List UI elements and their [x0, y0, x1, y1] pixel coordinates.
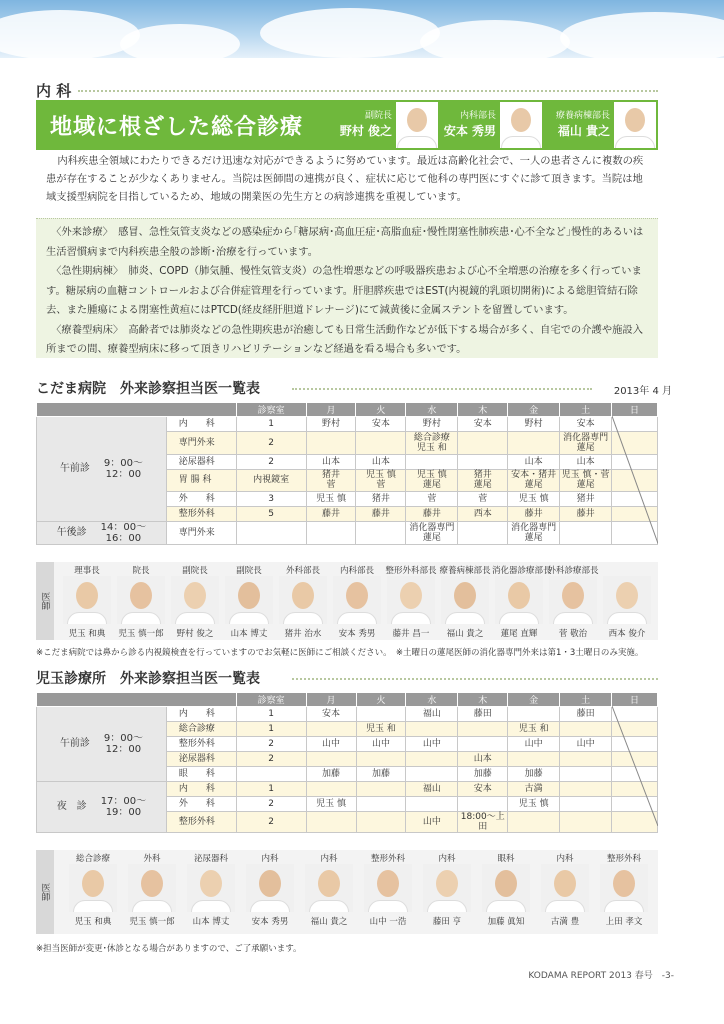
schedule-cell: [458, 454, 508, 469]
doctor-photo: [614, 102, 656, 148]
dept-cell: 整形外科: [166, 737, 236, 752]
room-cell: [236, 767, 306, 782]
schedule-cell: 菅: [458, 492, 508, 507]
doctor-name: 藤田 亨: [432, 917, 462, 927]
doctor-role: 外科診療部長: [547, 566, 599, 576]
dept-cell: 整形外科: [166, 507, 236, 522]
doctor-photo: [396, 102, 438, 148]
doctor-card: [114, 564, 168, 639]
schedule-cell: [458, 797, 508, 812]
title-divider: [292, 678, 658, 680]
dept-cell: 胃 腸 科: [166, 469, 236, 492]
schedule-cell: [306, 432, 356, 455]
schedule-cell: 藤井: [306, 507, 356, 522]
schedule-cell: [560, 722, 612, 737]
schedule-cell: 児玉 和: [356, 722, 406, 737]
schedule-cell: 山本: [508, 454, 560, 469]
sunday-cell: [612, 492, 658, 507]
table-row: [37, 417, 658, 432]
doctor-photo: [171, 576, 219, 624]
schedule-cell: 安本: [458, 417, 508, 432]
kodama-timetable: 診察室 月 火 水 木 金 土 日 午前診 9：00～ 12：00 内 科 1 野村 安本 野村 安本 野村 安本 専門外来 2 総合診療 児玉 和 消化器専門 蓮尾 泌尿器科 2 山本 山本 山本 山本 胃 腸 科 内視鏡室 猪井 菅 児玉 慎 菅 児玉 慎 蓮尾 猪井 蓮尾 安本・猪井 蓮尾 児玉 慎・菅 蓮尾 外 科 3 児玉 慎 猪井 菅 菅 児玉 慎 猪井 整形外科 5 藤井 藤井 藤井 西本 藤井 藤井 午後診 14：00～ 16：00 専門外来 消化器専門 蓮尾 消化器専門 蓮尾: [36, 402, 658, 545]
dept-cell: 専門外来: [166, 432, 236, 455]
doctor-photo: [63, 576, 111, 624]
doctor-photo: [117, 576, 165, 624]
doctor-name: 児玉 和典: [68, 629, 106, 639]
doctor-role: 整形外科: [606, 854, 641, 864]
sunday-cell: [612, 782, 658, 797]
doctor-card: [597, 852, 651, 927]
doctor-photo: [603, 576, 651, 624]
banner-doctor: 内科部長 安本 秀男: [440, 100, 544, 150]
sunday-cell: [612, 812, 658, 833]
schedule-cell: 山本: [560, 454, 612, 469]
session-cell: 午前診 9：00～ 12：00: [37, 417, 167, 522]
doctor-card: [66, 852, 120, 927]
kodama-timetable-title: こだま病院 外来診察担当医一覧表: [36, 381, 260, 397]
schedule-cell: 18:00～上田: [458, 812, 508, 833]
doctor-name: 山中 一浩: [369, 917, 407, 927]
doctor-name: 藤井 昌一: [392, 629, 430, 639]
doctor-card: [384, 564, 438, 639]
doctor-role: 整形外科: [370, 854, 405, 864]
room-cell: [236, 522, 306, 545]
doctor-card: [330, 564, 384, 639]
doctor-name: 山本 博丈: [192, 917, 230, 927]
schedule-cell: 加藤: [508, 767, 560, 782]
doctor-photo: [500, 102, 542, 148]
doctor-photo: [333, 576, 381, 624]
schedule-cell: 菅: [406, 492, 458, 507]
schedule-cell: 児玉 慎 蓮尾: [406, 469, 458, 492]
schedule-cell: 児玉 和: [508, 722, 560, 737]
table-row: [37, 522, 658, 545]
schedule-cell: [458, 522, 508, 545]
schedule-cell: 加藤: [356, 767, 406, 782]
doctor-card: [302, 852, 356, 927]
doctor-name: 山本 博丈: [230, 629, 268, 639]
schedule-cell: [458, 722, 508, 737]
schedule-cell: 藤井: [356, 507, 406, 522]
doctor-role: [600, 564, 654, 576]
schedule-cell: 児玉 慎・菅 蓮尾: [560, 469, 612, 492]
sunday-cell: [612, 507, 658, 522]
room-cell: 内視鏡室: [236, 469, 306, 492]
schedule-cell: 藤井: [508, 507, 560, 522]
schedule-cell: 野村: [306, 417, 356, 432]
department-banner: [36, 100, 658, 150]
schedule-cell: 児玉 慎: [508, 492, 560, 507]
doctor-photo: [549, 576, 597, 624]
room-cell: 2: [236, 737, 306, 752]
schedule-cell: 山中: [560, 737, 612, 752]
doctor-photo: [441, 576, 489, 624]
doctor-card: [538, 852, 592, 927]
schedule-cell: [458, 432, 508, 455]
doctor-role: 内科部長: [339, 566, 374, 576]
dept-cell: 泌尿器科: [166, 752, 236, 767]
schedule-cell: 児玉 慎: [306, 797, 356, 812]
schedule-cell: 総合診療 児玉 和: [406, 432, 458, 455]
dept-cell: 外 科: [166, 797, 236, 812]
schedule-cell: [406, 767, 458, 782]
schedule-cell: [560, 812, 612, 833]
doctor-role: 総合診療: [75, 854, 110, 864]
doctor-name: 安本 秀男: [251, 917, 289, 927]
doctor-card: [361, 852, 415, 927]
schedule-cell: [356, 782, 406, 797]
doctor-name: 福山 貴之: [310, 917, 348, 927]
doctor-card: [492, 564, 552, 639]
doctor-name: 福山 貴之: [446, 629, 484, 639]
schedule-cell: 山本: [306, 454, 356, 469]
schedule-cell: 猪井 蓮尾: [458, 469, 508, 492]
schedule-cell: [406, 752, 458, 767]
doctor-role: 内科: [261, 854, 279, 864]
detail-text: 〈外来診療〉 感冒、急性気管支炎などの感染症から｢糖尿病･高血圧症･高脂血症･慢性閉塞性肺疾患･心不全など｣慢性的あるいは生活習慣病まで内科疾患全般の診断･治療を行っています。 〈急性期病棟〉 肺炎、COPD（肺気腫、慢性気管支炎）の急性増悪などの呼吸器疾患および心不全増悪の治療を多く行っています。糖尿病の血糖コントロールおよび合併症管理を行っています。肝胆膵疾患ではEST(内視鏡的乳頭切開術)による総胆管結石除去、また腫瘍による閉塞性黄疸にはPTCD(経皮経肝胆道ドレナージ)にて減黄後に金属ステントを留置しています。 〈療養型病床〉 高齢者では肺炎などの急性期疾患が治癒しても日常生活動作などが低下する場合が多く、自宅での介護や施設入所までの間、療養型病床に移って頂きリハビリテーションなど経過を看る場合も多いです。: [36, 218, 658, 358]
dept-cell: 外 科: [166, 492, 236, 507]
dept-cell: 内 科: [166, 707, 236, 722]
schedule-cell: [356, 707, 406, 722]
schedule-cell: [560, 752, 612, 767]
doctor-role: 消化器診療部長: [492, 566, 552, 576]
schedule-cell: 福山: [406, 782, 458, 797]
schedule-cell: [356, 797, 406, 812]
sunday-cell: [612, 737, 658, 752]
schedule-cell: [406, 454, 458, 469]
sunday-cell: [612, 797, 658, 812]
doctor-photo: [600, 864, 648, 912]
doctor-card: [600, 564, 654, 639]
doctor-role: 副院長: [182, 566, 208, 576]
doctor-card: [546, 564, 600, 639]
schedule-cell: 野村: [508, 417, 560, 432]
session-cell: 午前診 9：00～ 12：00: [37, 707, 167, 782]
schedule-cell: [356, 522, 406, 545]
doctor-photo: [364, 864, 412, 912]
doctor-card: [125, 852, 179, 927]
schedule-cell: 猪井: [560, 492, 612, 507]
doctor-card: [438, 564, 492, 639]
schedule-cell: [406, 797, 458, 812]
session-cell: 午後診 14：00～ 16：00: [37, 522, 167, 545]
doctor-name: 蓮尾 直輝: [500, 629, 538, 639]
doctor-name: 加藤 眞知: [487, 917, 525, 927]
doctor-photo: [187, 864, 235, 912]
schedule-cell: 猪井: [356, 492, 406, 507]
strip-label: 医師: [36, 850, 54, 934]
schedule-cell: 福山: [406, 707, 458, 722]
sunday-cell: [612, 432, 658, 455]
doctor-role: 内科: [556, 854, 574, 864]
doctor-role: 療養病棟部長: [439, 566, 491, 576]
room-cell: 1: [236, 707, 306, 722]
sunday-cell: [612, 522, 658, 545]
sunday-cell: [612, 417, 658, 432]
schedule-cell: 消化器専門 蓮尾: [508, 522, 560, 545]
schedule-cell: 猪井 菅: [306, 469, 356, 492]
dept-cell: 眼 科: [166, 767, 236, 782]
doctor-name: 古満 豊: [550, 917, 580, 927]
clinic-note: ※担当医師が変更･休診となる場合がありますので、ご了承願います。: [36, 944, 302, 954]
schedule-cell: [560, 797, 612, 812]
doctor-name: 児玉 和典: [74, 917, 112, 927]
intro-text: 内科疾患全領域にわたりできるだけ迅速な対応ができるように努めています。最近は高齢化社会で、一人の患者さんに複数の疾患が存在することが少なくありません。当院は医師間の連携が良く、症状に応じて他科の専門医にすぐに診て頂きます。当院は地域支援型病院を目指しているため、地域の開業医の先生方との病診連携を重視しています。: [36, 150, 658, 206]
room-cell: 2: [236, 432, 306, 455]
doctor-role: 理事長: [74, 566, 100, 576]
schedule-cell: [306, 752, 356, 767]
schedule-cell: [508, 432, 560, 455]
schedule-cell: 安本: [306, 707, 356, 722]
clinic-timetable-title: 児玉診療所 外来診察担当医一覧表: [36, 671, 260, 687]
doctor-role: 副院長: [236, 566, 262, 576]
schedule-cell: 山中: [406, 737, 458, 752]
doctor-photo: [387, 576, 435, 624]
doctor-photo: [225, 576, 273, 624]
schedule-cell: [508, 707, 560, 722]
schedule-cell: 消化器専門 蓮尾: [560, 432, 612, 455]
schedule-cell: 加藤: [306, 767, 356, 782]
dept-cell: 総合診療: [166, 722, 236, 737]
banner-doctor: 療養病棟部長 福山 貴之: [544, 100, 658, 150]
schedule-cell: [356, 812, 406, 833]
sunday-cell: [612, 469, 658, 492]
doctor-card: [479, 852, 533, 927]
schedule-cell: 安本: [356, 417, 406, 432]
doctor-photo: [495, 576, 543, 624]
schedule-cell: 児玉 慎 菅: [356, 469, 406, 492]
schedule-cell: 山中: [306, 737, 356, 752]
doctor-photo: [69, 864, 117, 912]
schedule-cell: 藤田: [560, 707, 612, 722]
sunday-cell: [612, 707, 658, 722]
doctor-photo: [246, 864, 294, 912]
schedule-cell: 藤井: [406, 507, 458, 522]
room-cell: 1: [236, 782, 306, 797]
schedule-cell: [560, 782, 612, 797]
room-cell: 5: [236, 507, 306, 522]
schedule-cell: 安本: [560, 417, 612, 432]
doctor-card: [184, 852, 238, 927]
schedule-cell: 安本・猪井 蓮尾: [508, 469, 560, 492]
room-cell: 2: [236, 797, 306, 812]
room-cell: 1: [236, 722, 306, 737]
doctor-card: [168, 564, 222, 639]
banner-doctor: 副院長 野村 俊之: [330, 100, 440, 150]
dept-cell: 専門外来: [166, 522, 236, 545]
doctor-photo: [423, 864, 471, 912]
schedule-cell: [306, 722, 356, 737]
schedule-cell: [560, 767, 612, 782]
doctor-photo: [305, 864, 353, 912]
strip-label: 医師: [36, 562, 54, 640]
doctor-photo: [279, 576, 327, 624]
section-label: 内 科: [36, 82, 72, 100]
doctor-name: 野村 俊之: [176, 629, 214, 639]
timetable-date: 2013年 4 月: [613, 386, 672, 397]
doctor-role: 外科: [143, 854, 161, 864]
kodama-doctors-strip: [36, 562, 658, 640]
schedule-cell: 安本: [458, 782, 508, 797]
schedule-cell: 山中: [356, 737, 406, 752]
schedule-cell: [560, 522, 612, 545]
doctor-card: [276, 564, 330, 639]
session-cell: 夜 診 17：00～ 19：00: [37, 782, 167, 833]
doctor-role: 内科: [438, 854, 456, 864]
table-row: [37, 782, 658, 797]
sky-header-image: [0, 0, 724, 58]
doctor-name: 上田 孝文: [605, 917, 643, 927]
banner-title: 地域に根ざした総合診療: [50, 115, 304, 140]
section-divider: [78, 90, 658, 92]
schedule-cell: 山本: [458, 752, 508, 767]
title-divider: [292, 388, 592, 390]
doctor-name: 猪井 治水: [284, 629, 322, 639]
doctor-name: 菅 敬治: [558, 629, 588, 639]
schedule-cell: 山中: [406, 812, 458, 833]
sunday-cell: [612, 752, 658, 767]
room-cell: 3: [236, 492, 306, 507]
schedule-cell: 児玉 慎: [508, 797, 560, 812]
doctor-photo: [128, 864, 176, 912]
schedule-cell: 野村: [406, 417, 458, 432]
schedule-cell: 山中: [508, 737, 560, 752]
schedule-cell: [406, 722, 458, 737]
doctor-role: 内科: [320, 854, 338, 864]
doctor-role: 外科部長: [285, 566, 320, 576]
sunday-cell: [612, 454, 658, 469]
kodama-note: ※こだま病院では鼻から診る内視鏡検査を行っていますのでお気軽に医師にご相談ください。 ※土曜日の蓮尾医師の消化器専門外来は第1・3土曜日のみ実施。: [36, 648, 644, 658]
room-cell: 1: [236, 417, 306, 432]
clinic-timetable: 診察室 月 火 水 木 金 土 日 午前診 9：00～ 12：00 内 科 1 安本 福山 藤田 藤田 総合診療 1 児玉 和 児玉 和 整形外科 2 山中 山中 山中 山中 山中 泌尿器科 2 山本 眼 科 加藤 加藤 加藤 加藤 夜 診 17：00～ 19：00 内 科 1 福山 安本 古満 外 科 2 児玉 慎 児玉 慎 整形外科 2 山中 18:00～上田: [36, 692, 658, 833]
doctor-role: 整形外科部長: [385, 566, 437, 576]
doctor-role: 泌尿器科: [193, 854, 228, 864]
schedule-cell: [356, 432, 406, 455]
doctor-card: [243, 852, 297, 927]
doctor-card: [60, 564, 114, 639]
schedule-cell: 消化器専門 蓮尾: [406, 522, 458, 545]
schedule-cell: [306, 782, 356, 797]
schedule-cell: [356, 752, 406, 767]
schedule-cell: [508, 812, 560, 833]
schedule-cell: 山本: [356, 454, 406, 469]
schedule-cell: [458, 737, 508, 752]
page-footer: KODAMA REPORT 2013 春号 -3-: [528, 971, 674, 981]
doctor-name: 西本 俊介: [608, 629, 646, 639]
doctor-name: 児玉 慎一郎: [118, 629, 164, 639]
schedule-cell: [306, 812, 356, 833]
schedule-cell: 藤井: [560, 507, 612, 522]
doctor-photo: [541, 864, 589, 912]
dept-cell: 整形外科: [166, 812, 236, 833]
sunday-cell: [612, 767, 658, 782]
dept-cell: 内 科: [166, 417, 236, 432]
schedule-cell: [306, 522, 356, 545]
schedule-cell: 古満: [508, 782, 560, 797]
doctor-name: 安本 秀男: [338, 629, 376, 639]
table-row: [37, 707, 658, 722]
doctor-role: 院長: [132, 566, 150, 576]
room-cell: 2: [236, 752, 306, 767]
schedule-cell: 西本: [458, 507, 508, 522]
doctor-photo: [482, 864, 530, 912]
room-cell: 2: [236, 812, 306, 833]
dept-cell: 泌尿器科: [166, 454, 236, 469]
doctor-name: 児玉 慎一郎: [129, 917, 175, 927]
schedule-cell: 藤田: [458, 707, 508, 722]
clinic-doctors-strip: [36, 850, 658, 934]
dept-cell: 内 科: [166, 782, 236, 797]
sunday-cell: [612, 722, 658, 737]
schedule-cell: 児玉 慎: [306, 492, 356, 507]
doctor-card: [420, 852, 474, 927]
doctor-role: 眼科: [497, 854, 515, 864]
schedule-cell: 加藤: [458, 767, 508, 782]
schedule-cell: [508, 752, 560, 767]
room-cell: 2: [236, 454, 306, 469]
doctor-card: [222, 564, 276, 639]
